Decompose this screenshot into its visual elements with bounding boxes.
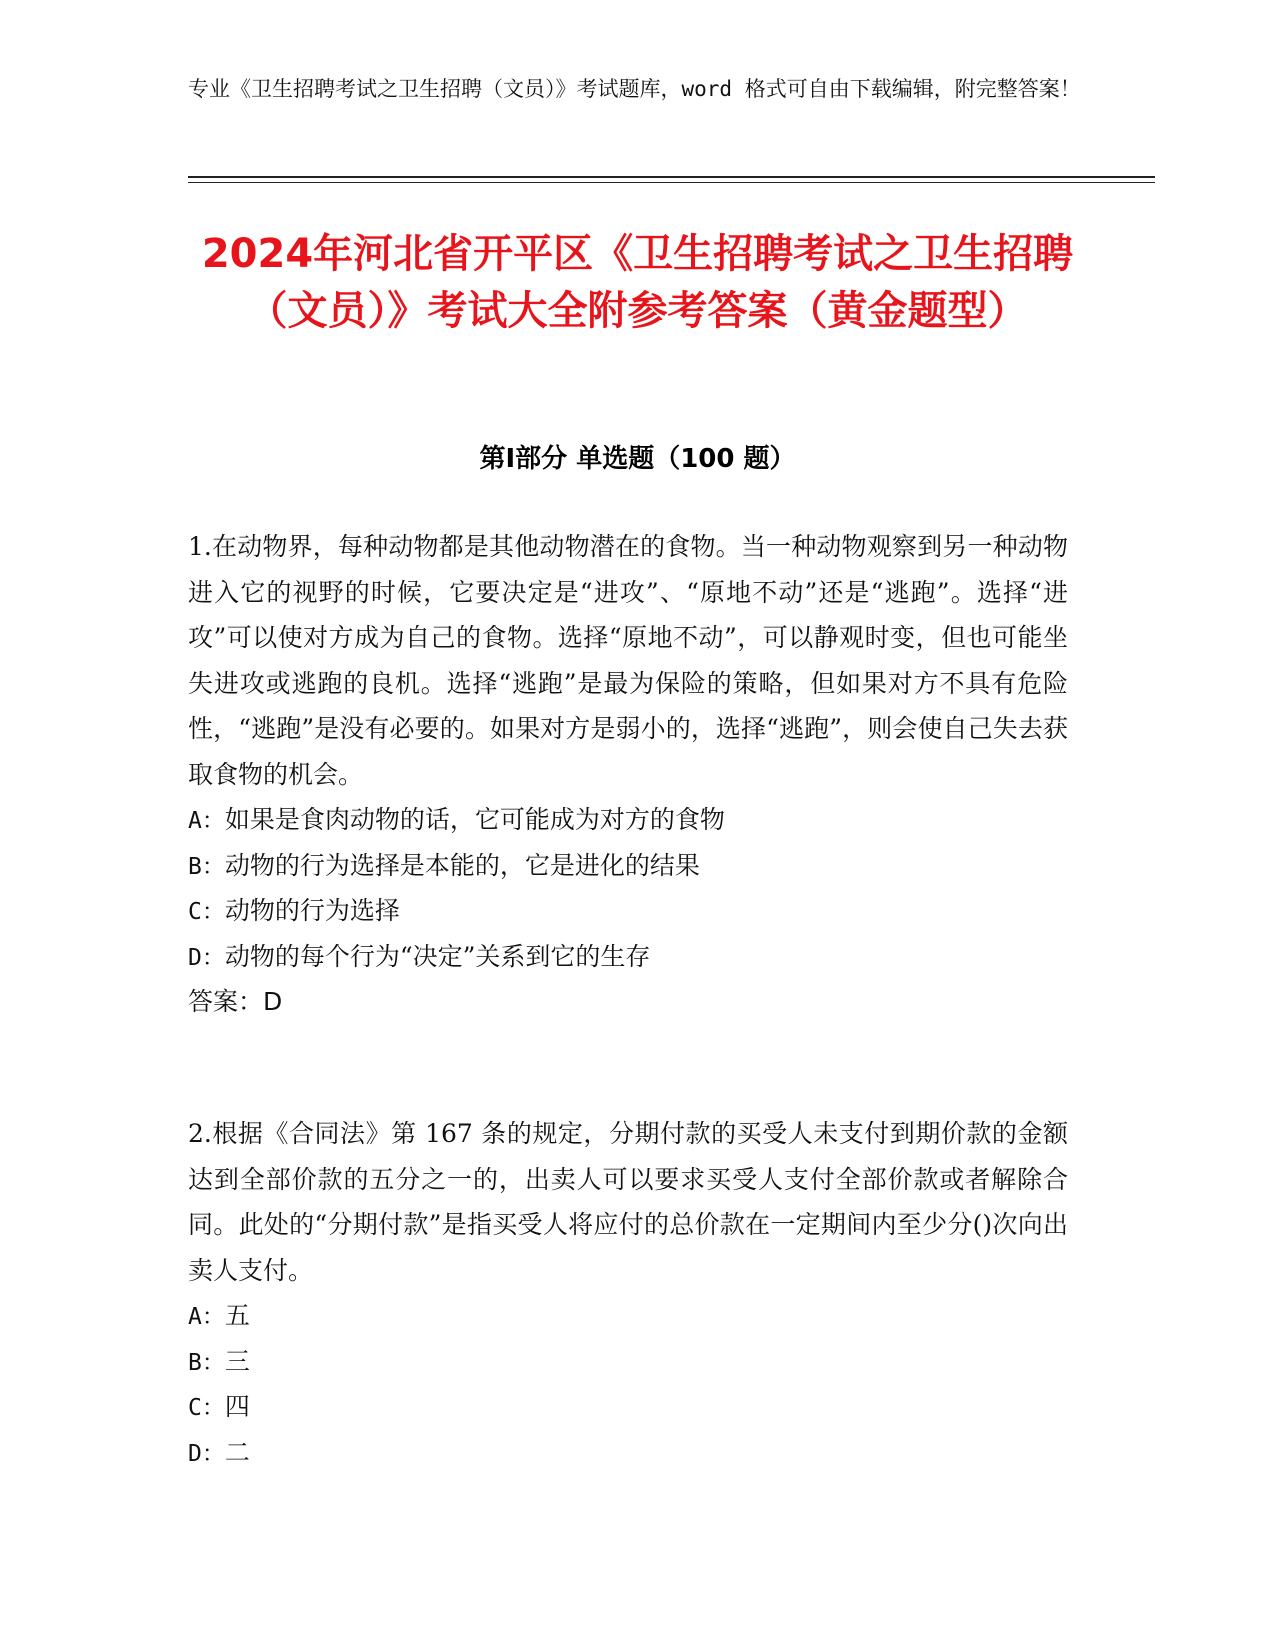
option-text: 四: [224, 1392, 250, 1421]
option-label: D：: [188, 1440, 225, 1467]
option-text: 如果是食肉动物的话，它可能成为对方的食物: [224, 805, 725, 834]
option-c: [188, 1384, 1068, 1430]
answer-line: 答案：D: [188, 987, 283, 1016]
option-label: A：: [188, 808, 225, 834]
option-text: 动物的行为选择是本能的，它是进化的结果: [224, 850, 700, 880]
header-divider-thick: [188, 176, 1155, 178]
option-text: 动物的每个行为“决定”关系到它的生存: [224, 941, 651, 971]
option-label: B：: [188, 853, 225, 880]
option-b: [188, 843, 1068, 889]
header-note: 专业《卫生招聘考试之卫生招聘（文员）》考试题库，word 格式可自由下载编辑，附完整答案！: [188, 77, 1081, 101]
question-stem: 2.根据《合同法》第 167 条的规定，分期付款的买受人未支付到期价款的金额达到全部价款的五分之一的，出卖人可以要求买受人支付全部价款或者解除合同。此处的“分期付款”是指买受人将应付的总价款在一定期间内至少分()次向出卖人支付。: [188, 1119, 1068, 1285]
option-label: C：: [188, 1395, 225, 1421]
option-d: [188, 1430, 1068, 1476]
question-1: [188, 524, 1068, 1025]
option-text: 三: [224, 1346, 250, 1376]
option-d: [188, 934, 1068, 980]
header-divider-thin: [188, 182, 1155, 183]
option-label: D：: [188, 944, 225, 971]
option-label: A：: [188, 1304, 225, 1330]
option-text: 五: [224, 1301, 250, 1330]
option-text: 二: [224, 1437, 250, 1467]
section-heading: 第Ⅰ部分 单选题（100 题）: [479, 444, 796, 474]
option-text: 动物的行为选择: [224, 896, 400, 925]
option-c: [188, 888, 1068, 934]
option-a: [188, 1293, 1068, 1339]
document-title: 2024年河北省开平区《卫生招聘考试之卫生招聘（文员）》考试大全附参考答案（黄金题型）: [201, 231, 1074, 334]
option-label: C：: [188, 899, 225, 925]
question-2: [188, 1111, 1068, 1475]
question-stem: 1.在动物界，每种动物都是其他动物潜在的食物。当一种动物观察到另一种动物进入它的视野的时候，它要决定是“进攻”、“原地不动”还是“逃跑”。选择“进攻”可以使对方成为自己的食物。选择“原地不动”，可以静观时变，但也可能坐失进攻或逃跑的良机。选择“逃跑”是最为保险的策略，但如果对方不具有危险性，“逃跑”是没有必要的。如果对方是弱小的，选择“逃跑”，则会使自己失去获取食物的机会。: [188, 532, 1068, 789]
option-a: [188, 797, 1068, 843]
option-b: [188, 1339, 1068, 1385]
option-label: B：: [188, 1349, 225, 1376]
